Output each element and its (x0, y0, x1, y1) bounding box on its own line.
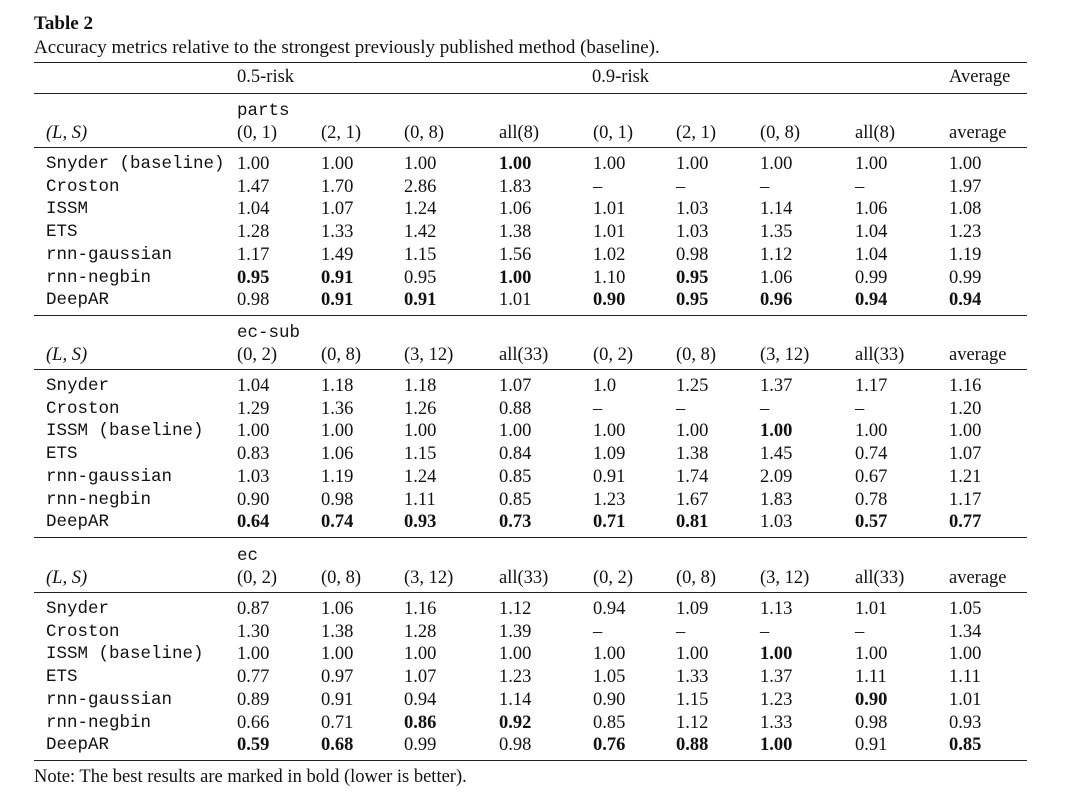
table-cell: 1.70 (321, 176, 354, 197)
column-header: (3, 12) (760, 345, 810, 365)
table-cell: 1.18 (321, 376, 354, 396)
method-name: rnn-negbin (46, 712, 152, 733)
table-cell: 1.03 (676, 222, 709, 243)
table-cell: 1.14 (760, 199, 793, 220)
table-cell: 1.00 (760, 421, 793, 442)
table-cell: 0.99 (404, 735, 437, 756)
method-name: ETS (46, 444, 78, 465)
table-cell: 1.26 (404, 398, 437, 419)
table-cell: 1.09 (593, 444, 626, 465)
table-cell: 0.85 (499, 489, 532, 510)
column-header: (0, 2) (237, 568, 278, 588)
table-cell: 1.83 (499, 176, 532, 197)
table-cell: 1.01 (499, 290, 532, 311)
block-separator-rule (34, 537, 1027, 538)
table-cell: 1.97 (949, 176, 982, 197)
table-cell: 1.04 (855, 222, 888, 243)
table-cell: – (593, 398, 603, 419)
table-cell: 1.74 (676, 466, 709, 487)
table-cell: 1.17 (949, 489, 982, 510)
column-header: (0, 8) (676, 345, 717, 365)
table-cell: 1.0 (593, 376, 617, 396)
table-cell: – (676, 176, 686, 197)
table-cell: 1.19 (949, 244, 982, 265)
column-header: (0, 2) (593, 568, 634, 588)
table-cell: 0.89 (237, 689, 270, 710)
table-cell: 1.37 (760, 376, 793, 396)
table-cell: 1.16 (949, 376, 982, 396)
table-cell: 1.13 (760, 599, 793, 619)
table-cell: 0.73 (499, 512, 532, 533)
table-cell: 1.08 (949, 199, 982, 220)
method-name: DeepAR (46, 735, 110, 756)
table-cell: 0.68 (321, 735, 354, 756)
table-cell: 1.05 (949, 599, 982, 619)
table-cell: 0.95 (676, 267, 709, 288)
table-cell: 1.00 (404, 154, 437, 174)
dataset-name-ec: ec (237, 546, 259, 566)
block-header-rule (34, 369, 1027, 370)
table-cell: 0.85 (593, 712, 626, 733)
group-header-0.9-risk: 0.9-risk (592, 67, 650, 87)
method-name: Snyder (46, 599, 110, 619)
row-key-label: (L, S) (46, 568, 88, 588)
method-name: ETS (46, 667, 78, 688)
table-cell: 1.36 (321, 398, 354, 419)
table-cell: 1.00 (321, 644, 354, 665)
column-header: (0, 8) (676, 568, 717, 588)
table-cell: 1.11 (949, 667, 981, 688)
table-cell: 0.94 (855, 290, 888, 311)
column-header: (3, 12) (404, 345, 454, 365)
table-cell: 0.99 (949, 267, 982, 288)
table-cell: 1.67 (676, 489, 709, 510)
table-cell: 1.11 (404, 489, 436, 510)
table-cell: 1.11 (855, 667, 887, 688)
table-cell: 0.95 (676, 290, 709, 311)
table-cell: 1.12 (499, 599, 532, 619)
table-cell: 1.00 (676, 421, 709, 442)
table-cell: 1.23 (949, 222, 982, 243)
table-cell: 1.07 (949, 444, 982, 465)
table-cell: 0.98 (237, 290, 270, 311)
table-cell: 1.00 (237, 154, 270, 174)
table-cell: 1.00 (404, 644, 437, 665)
table-cell: 0.85 (949, 735, 982, 756)
table-cell: 1.16 (404, 599, 437, 619)
table-cell: – (855, 398, 865, 419)
block-header-rule (34, 147, 1027, 148)
row-key-label: (L, S) (46, 345, 88, 365)
table-cell: 1.00 (676, 644, 709, 665)
table-cell: 1.07 (321, 199, 354, 220)
table-cell: 0.57 (855, 512, 888, 533)
table-cell: 0.91 (321, 290, 354, 311)
table-cell: 0.94 (404, 689, 437, 710)
table-cell: 0.94 (593, 599, 626, 619)
column-header: (2, 1) (676, 123, 717, 143)
table-cell: 0.74 (855, 444, 888, 465)
table-cell: 1.00 (949, 644, 982, 665)
table-cell: 0.92 (499, 712, 532, 733)
table-cell: 0.99 (855, 267, 888, 288)
header-rule (34, 93, 1027, 94)
table-cell: 1.23 (499, 667, 532, 688)
table-cell: 0.90 (593, 689, 626, 710)
table-cell: 0.77 (237, 667, 270, 688)
method-name: Croston (46, 621, 120, 642)
table-cell: 0.88 (676, 735, 709, 756)
column-header: all(33) (499, 568, 549, 588)
table-cell: 1.42 (404, 222, 437, 243)
table-cell: – (760, 621, 770, 642)
table-cell: 1.01 (949, 689, 982, 710)
group-header-0.5-risk: 0.5-risk (237, 67, 295, 87)
method-name: rnn-negbin (46, 267, 152, 288)
table-cell: 1.25 (676, 376, 709, 396)
table-cell: 1.14 (499, 689, 532, 710)
table-cell: 0.83 (237, 444, 270, 465)
table-cell: 1.01 (855, 599, 888, 619)
method-name: rnn-gaussian (46, 244, 173, 265)
table-cell: 1.00 (760, 735, 793, 756)
table-cell: 1.12 (676, 712, 709, 733)
table-cell: 0.81 (676, 512, 709, 533)
column-header: average (949, 345, 1007, 365)
table-cell: 1.33 (676, 667, 709, 688)
table-cell: 1.00 (593, 644, 626, 665)
method-name: rnn-negbin (46, 489, 152, 510)
table-cell: 0.59 (237, 735, 270, 756)
table-cell: 0.77 (949, 512, 982, 533)
table-cell: 1.00 (499, 421, 532, 442)
table-cell: 0.98 (499, 735, 532, 756)
table-cell: 1.04 (237, 376, 270, 396)
table-cell: 1.28 (404, 621, 437, 642)
column-header: (0, 2) (237, 345, 278, 365)
table-cell: 0.98 (676, 244, 709, 265)
table-caption-label: Table 2 (34, 13, 93, 34)
table-cell: 1.00 (855, 421, 888, 442)
table-cell: 1.15 (404, 244, 437, 265)
table-cell: 1.00 (499, 154, 532, 174)
block-header-rule (34, 592, 1027, 593)
table-cell: 1.17 (855, 376, 888, 396)
table-cell: – (855, 621, 865, 642)
table-cell: 1.20 (949, 398, 982, 419)
table-cell: 1.28 (237, 222, 270, 243)
method-name: Croston (46, 398, 120, 419)
table-cell: 0.96 (760, 290, 793, 311)
table-cell: 0.93 (404, 512, 437, 533)
column-header: all(8) (499, 123, 540, 143)
table-cell: 1.00 (593, 421, 626, 442)
table-cell: 1.00 (321, 421, 354, 442)
table-cell: 1.12 (760, 244, 793, 265)
table-cell: 1.00 (404, 421, 437, 442)
table-cell: 1.06 (855, 199, 888, 220)
table-cell: 1.33 (760, 712, 793, 733)
table-cell: 1.45 (760, 444, 793, 465)
table-cell: 1.21 (949, 466, 982, 487)
table-cell: 0.97 (321, 667, 354, 688)
table-cell: 0.85 (499, 466, 532, 487)
table-cell: 1.33 (321, 222, 354, 243)
table-cell: 0.93 (949, 712, 982, 733)
dataset-name-parts: parts (237, 101, 290, 121)
table-cell: 0.91 (321, 267, 354, 288)
table-cell: – (593, 176, 603, 197)
table-cell: 1.00 (760, 644, 793, 665)
table-cell: 1.02 (593, 244, 626, 265)
table-cell: 1.38 (499, 222, 532, 243)
table-cell: 0.90 (855, 689, 888, 710)
table-cell: 0.71 (593, 512, 626, 533)
table-cell: 1.24 (404, 466, 437, 487)
table-cell: 1.19 (321, 466, 354, 487)
method-name: rnn-gaussian (46, 466, 173, 487)
method-name: DeepAR (46, 512, 110, 533)
table-cell: 1.23 (760, 689, 793, 710)
table-cell: 1.34 (949, 621, 982, 642)
table-cell: 1.10 (593, 267, 626, 288)
table-cell: 1.04 (237, 199, 270, 220)
table-cell: 2.86 (404, 176, 437, 197)
column-header: (3, 12) (404, 568, 454, 588)
method-name: ISSM (46, 199, 89, 220)
method-name: ETS (46, 222, 78, 243)
table-cell: 0.98 (855, 712, 888, 733)
table-cell: 0.90 (237, 489, 270, 510)
column-header: (0, 8) (321, 345, 362, 365)
table-cell: 0.66 (237, 712, 270, 733)
table-cell: 1.06 (760, 267, 793, 288)
table-cell: 0.78 (855, 489, 888, 510)
table-cell: 1.49 (321, 244, 354, 265)
table-note: Note: The best results are marked in bold (lower is better). (34, 767, 467, 787)
method-name: ISSM (baseline) (46, 644, 204, 665)
table-cell: 1.03 (760, 512, 793, 533)
table-cell: 1.01 (593, 222, 626, 243)
table-cell: 0.91 (404, 290, 437, 311)
table-cell: 1.00 (237, 644, 270, 665)
table-cell: 1.83 (760, 489, 793, 510)
column-header: all(33) (499, 345, 549, 365)
block-separator-rule (34, 315, 1027, 316)
table-cell: 0.91 (321, 689, 354, 710)
dataset-name-ec-sub: ec-sub (237, 323, 301, 343)
method-name: rnn-gaussian (46, 689, 173, 710)
table-cell: 0.94 (949, 290, 982, 311)
method-name: Snyder (baseline) (46, 154, 225, 174)
table-cell: 1.37 (760, 667, 793, 688)
row-key-label: (L, S) (46, 123, 88, 143)
table-cell: – (676, 398, 686, 419)
table-cell: 1.15 (676, 689, 709, 710)
table-cell: – (855, 176, 865, 197)
table-cell: 0.87 (237, 599, 270, 619)
table-cell: 1.23 (593, 489, 626, 510)
table-cell: 0.95 (237, 267, 270, 288)
table-cell: 0.90 (593, 290, 626, 311)
method-name: ISSM (baseline) (46, 421, 204, 442)
table-cell: 1.17 (237, 244, 270, 265)
group-header-average: Average (949, 67, 1011, 87)
table-cell: – (760, 398, 770, 419)
column-header: average (949, 123, 1007, 143)
table-cell: 0.86 (404, 712, 437, 733)
column-header: all(33) (855, 568, 905, 588)
top-rule (34, 62, 1027, 63)
table-cell: 1.00 (949, 421, 982, 442)
bottom-rule (34, 760, 1027, 761)
table-cell: 1.07 (404, 667, 437, 688)
table-cell: 1.00 (855, 154, 888, 174)
table-cell: 0.91 (855, 735, 888, 756)
table-cell: 2.09 (760, 466, 793, 487)
table-cell: 1.00 (855, 644, 888, 665)
table-cell: 1.06 (321, 599, 354, 619)
table-cell: 1.04 (855, 244, 888, 265)
table-cell: 1.39 (499, 621, 532, 642)
table-cell: 1.00 (237, 421, 270, 442)
column-header: (0, 8) (760, 123, 801, 143)
table-cell: 1.00 (676, 154, 709, 174)
column-header: (0, 1) (237, 123, 278, 143)
table-cell: 1.38 (676, 444, 709, 465)
table-cell: 0.76 (593, 735, 626, 756)
table-cell: 0.88 (499, 398, 532, 419)
table-cell: 0.98 (321, 489, 354, 510)
table-cell: – (593, 621, 603, 642)
table-cell: 1.07 (499, 376, 532, 396)
column-header: (2, 1) (321, 123, 362, 143)
table-cell: – (676, 621, 686, 642)
table-cell: 1.30 (237, 621, 270, 642)
table-cell: 1.35 (760, 222, 793, 243)
table-cell: 1.00 (499, 644, 532, 665)
table-cell: 1.15 (404, 444, 437, 465)
table-cell: 1.56 (499, 244, 532, 265)
column-header: all(8) (855, 123, 896, 143)
table-cell: 1.06 (499, 199, 532, 220)
table-cell: 1.00 (593, 154, 626, 174)
method-name: Snyder (46, 376, 110, 396)
table-cell: 1.00 (499, 267, 532, 288)
table-cell: 1.06 (321, 444, 354, 465)
table-cell: 1.01 (593, 199, 626, 220)
table-cell: 0.71 (321, 712, 354, 733)
table-cell: 0.64 (237, 512, 270, 533)
table-cell: 0.95 (404, 267, 437, 288)
table-cell: 1.29 (237, 398, 270, 419)
table-cell: 0.91 (593, 466, 626, 487)
column-header: (0, 8) (321, 568, 362, 588)
table-cell: 1.03 (237, 466, 270, 487)
table-cell: – (760, 176, 770, 197)
method-name: DeepAR (46, 290, 110, 311)
table-cell: 1.00 (321, 154, 354, 174)
table-cell: 0.84 (499, 444, 532, 465)
column-header: (3, 12) (760, 568, 810, 588)
column-header: (0, 1) (593, 123, 634, 143)
column-header: all(33) (855, 345, 905, 365)
table-cell: 1.18 (404, 376, 437, 396)
column-header: average (949, 568, 1007, 588)
column-header: (0, 8) (404, 123, 445, 143)
column-header: (0, 2) (593, 345, 634, 365)
table-cell: 0.74 (321, 512, 354, 533)
table-cell: 1.05 (593, 667, 626, 688)
table-cell: 1.24 (404, 199, 437, 220)
table-cell: 1.47 (237, 176, 270, 197)
table-cell: 0.67 (855, 466, 888, 487)
table-caption-text: Accuracy metrics relative to the strongest previously published method (baseline). (34, 37, 660, 58)
table-cell: 1.03 (676, 199, 709, 220)
table-cell: 1.00 (949, 154, 982, 174)
method-name: Croston (46, 176, 120, 197)
table-cell: 1.38 (321, 621, 354, 642)
table-cell: 1.09 (676, 599, 709, 619)
table-cell: 1.00 (760, 154, 793, 174)
